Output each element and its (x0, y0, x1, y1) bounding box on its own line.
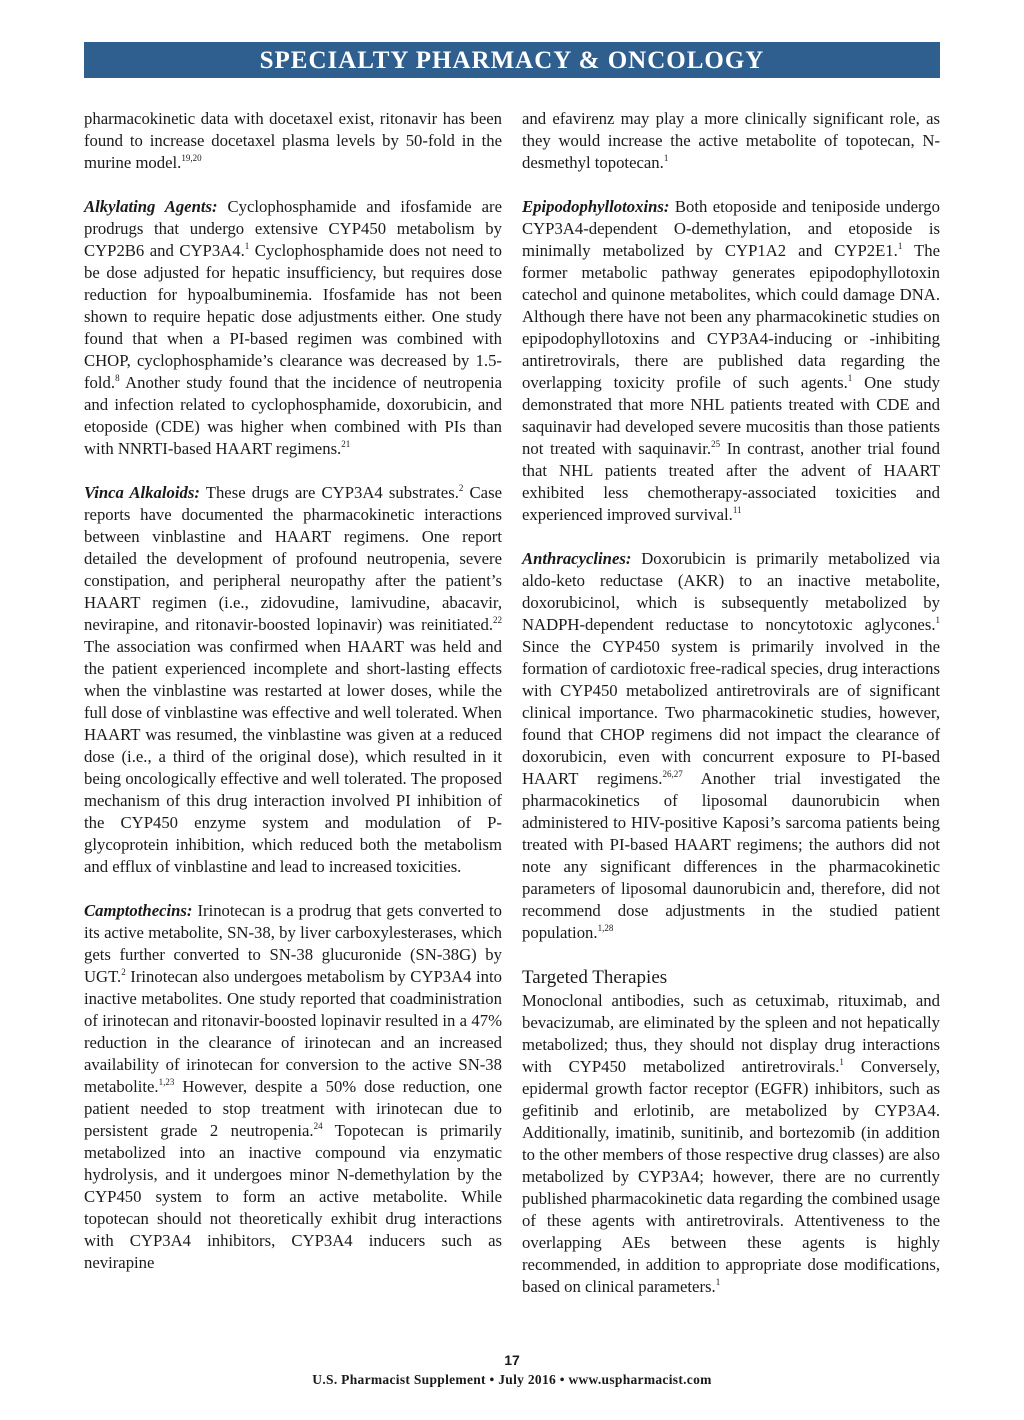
footer-publication-line: U.S. Pharmacist Supplement • July 2016 • www.uspharmacist.com (312, 1372, 712, 1387)
paragraph-anthracyclines: Anthracyclines: Doxorubicin is primarily metabolized via aldo-keto reductase (AKR) to an inactive metabolite, doxorubicinol, which is subsequently metabolized by NADPH-dependent reductase to noncytotoxic aglycones.$^1$ Since the CYP450 system is primarily involved in the formation of cardiotoxic free-radical species, drug interactions with CYP450 metabolized antiretrovirals are of significant clinical importance. Two pharmacokinetic studies, however, found that CHOP regimens did not impact the clearance of doxorubicin, even with concurrent exposure to PI-based HAART regimens.$^{26,27}$ Another trial investigated the pharmacokinetics of liposomal daunorubicin when administered to HIV-positive Kaposi’s sarcoma patients being treated with PI-based HAART regimens; the authors did not note any significant differences in the pharmacokinetic parameters of liposomal daunorubicin and, therefore, did not recommend dose adjustments in the studied patient population.$^{1,28}$ (522, 549, 941, 942)
subhead-camptothecins: Camptothecins: (84, 901, 193, 920)
heading-targeted-therapies: Targeted Therapies (522, 967, 668, 988)
right-column (522, 108, 940, 1298)
paragraph-camptothecins: Camptothecins: Irinotecan is a prodrug that gets converted to its active metabolite, SN-38, by liver carboxylesterases, which gets further converted to SN-38 glucuronide (SN-38G) by UGT.$^2$ Irinotecan also undergoes metabolism by CYP3A4 into inactive metabolites. One study reported that coadministration of irinotecan and ritonavir-boosted lopinavir resulted in a 47% reduction in the clearance of irinotecan and an increased availability of irinotecan for conversion to the active SN-38 metabolite.$^{1,23}$ However, despite a 50% dose reduction, one patient needed to stop treatment with irinotecan due to persistent grade 2 neutropenia.$^{24}$ Topotecan is primarily metabolized into an inactive compound via enzymatic hydrolysis, and it undergoes minor N-demethylation by the CYP450 system to form an active metabolite. While topotecan should not theoretically exhibit drug interactions with CYP3A4 inhibitors, CYP3A4 inducers such as nevirapine (84, 901, 502, 1272)
subhead-vinca-alkaloids: Vinca Alkaloids: (84, 483, 200, 502)
paragraph-targeted-therapies: Monoclonal antibodies, such as cetuximab, rituximab, and bevacizumab, are eliminated by the spleen and not hepatically metabolized; thus, they should not display drug interactions with CYP450 metabolized antiretrovirals.$^1$ Conversely, epidermal growth factor receptor (EGFR) inhibitors, such as gefitinib and erlotinib, are metabolized by CYP3A4. Additionally, imatinib, sunitinib, and bortezomib (in addition to the other members of those respective drug classes) are also metabolized by CYP3A4; however, there are no currently published pharmacokinetic data regarding the combined usage of these agents with antiretrovirals. Attentiveness to the overlapping AEs between these agents is highly recommended, in addition to appropriate dose modifications, based on clinical parameters.$^1$ (522, 991, 940, 1296)
paragraph-topotecan-continued: and efavirenz may play a more clinically significant role, as they would increase the active metabolite of topotecan, N-desmethyl topotecan.$^1$ (522, 109, 940, 172)
section-header: SPECIALTY PHARMACY & ONCOLOGY (84, 42, 940, 78)
left-column (84, 108, 502, 1274)
page-number: 17 (504, 1352, 520, 1368)
paragraph-docetaxel: pharmacokinetic data with docetaxel exist, ritonavir has been found to increase docetaxel plasma levels by 50-fold in the murine model.$^{19,20}$ (84, 109, 502, 172)
paragraph-alkylating-agents: Alkylating Agents: Cyclophosphamide and ifosfamide are prodrugs that undergo extensive CYP450 metabolism by CYP2B6 and CYP3A4.$^1$ Cyclophosphamide does not need to be dose adjusted for hepatic insufficiency, but requires dose reduction for hypoalbuminemia. Ifosfamide has not been shown to require hepatic dose adjustments either. One study found that when a PI-based regimen was combined with CHOP, cyclophosphamide’s clearance was decreased by 1.5-fold.$^8$ Another study found that the incidence of neutropenia and infection related to cyclophosphamide, doxorubicin, and etoposide (CDE) was higher when combined with PIs than with NNRTI-based HAART regimens.$^{21}$ (84, 197, 502, 458)
subhead-anthracyclines: Anthracyclines: (522, 549, 632, 568)
paragraph-vinca-alkaloids: Vinca Alkaloids: These drugs are CYP3A4 substrates.$^2$ Case reports have documented the pharmacokinetic interactions between vinblastine and HAART regimens. One report detailed the development of profound neutropenia, severe constipation, and peripheral neuropathy after the patient’s HAART regimen (i.e., zidovudine, lamivudine, abacavir, nevirapine, and ritonavir-boosted lopinavir) was reinitiated.$^{22}$ The association was confirmed when HAART was held and the patient experienced incomplete and short-lasting effects when the vinblastine was restarted at lower doses, while the full dose of vinblastine was effective and well tolerated. When HAART was resumed, the vinblastine was given at a reduced dose (i.e., a third of the original dose), which resulted in it being oncologically effective and well tolerated. The proposed mechanism of this drug interaction involved PI inhibition of the CYP450 enzyme system and modulation of P-glycoprotein inhibition, which reduced both the metabolism and efflux of vinblastine and lead to increased toxicities. (84, 483, 502, 876)
subhead-epipodophyllotoxins: Epipodophyllotoxins: (522, 197, 670, 216)
subhead-alkylating-agents: Alkylating Agents: (84, 197, 218, 216)
paragraph-epipodophyllotoxins: Epipodophyllotoxins: Both etoposide and teniposide undergo CYP3A4-dependent O-demethylation, and etoposide is minimally metabolized by CYP1A2 and CYP2E1.$^1$ The former metabolic pathway generates epipodophyllotoxin catechol and quinone metabolites, which could damage DNA. Although there have not been any pharmacokinetic studies on epipodophyllotoxins and CYP3A4-inducing or -inhibiting antiretrovirals, there are published data regarding the overlapping toxicity profile of such agents.$^1$ One study demonstrated that more NHL patients treated with CDE and saquinavir had developed severe mucositis than those patients not treated with saquinavir.$^{25}$ In contrast, another trial found that NHL patients treated after the advent of HAART exhibited less chemotherapy-associated toxicities and experienced improved survival.$^{11}$ (522, 197, 940, 524)
